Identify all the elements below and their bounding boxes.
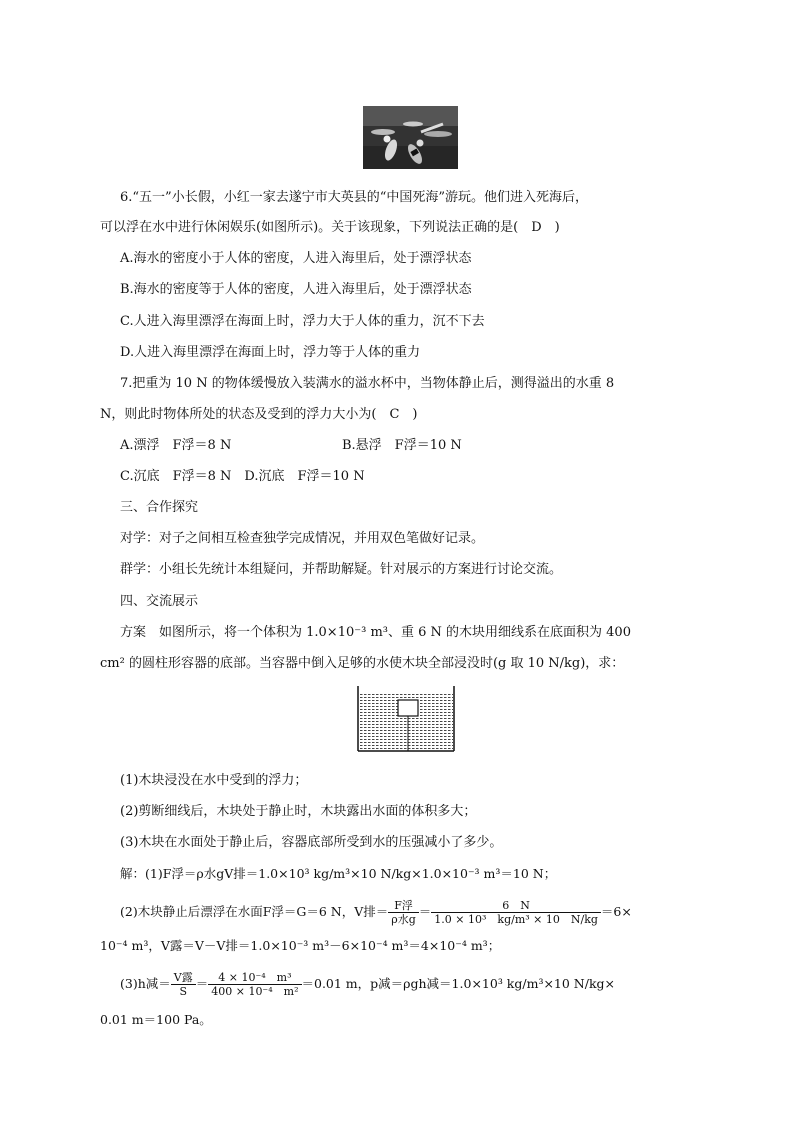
- fraction-numerator: 6 N: [431, 899, 601, 913]
- fraction-numeric: [208, 971, 301, 998]
- solution-3-result: ＝0.01 m，p减＝ρgh减＝1.0×10³ kg/m³×10 N/kg×: [301, 976, 616, 991]
- plan-line1: 方案 如图所示，将一个体积为 1.0×10⁻³ m³、重 6 N 的木块用细线系在底面积为 400: [120, 625, 631, 640]
- section-3-pair-study: 对学：对子之间相互检查独学完成情况，并用双色笔做好记录。: [120, 531, 485, 546]
- solution-3-prefix: (3)h减＝: [120, 976, 171, 991]
- section-4-heading: 四、交流展示: [120, 594, 199, 609]
- fraction-buoyancy-over-density: [388, 899, 419, 926]
- ask-2: (2)剪断细线后，木块处于静止时，木块露出水面的体积多大；: [120, 804, 477, 819]
- section-3-group-study: 群学：小组长先统计本组疑问，并帮助解疑。针对展示的方案进行讨论交流。: [120, 562, 563, 577]
- solution-2-result: ＝6×: [600, 904, 632, 919]
- q7-stem-line1: 7.把重为 10 N 的物体缓慢放入装满水的溢水杯中，当物体静止后，测得溢出的水重 8: [120, 376, 615, 391]
- ask-1: (1)木块浸没在水中受到的浮力；: [120, 773, 308, 788]
- fraction-denominator: 1.0 × 10³ kg/m³ × 10 N/kg: [434, 913, 598, 926]
- q6-option-d: D.人进入海里漂浮在海面上时，浮力等于人体的重力: [120, 345, 421, 360]
- fraction-numerator: 4 × 10⁻⁴ m³: [208, 971, 301, 985]
- solution-2-prefix: (2)木块静止后漂浮在水面F浮＝G＝6 N，V排＝: [120, 904, 389, 919]
- fraction-denominator: S: [179, 985, 188, 998]
- q6-option-c: C.人进入海里漂浮在海面上时，浮力大于人体的重力，沉不下去: [120, 314, 485, 329]
- fraction-denominator: 400 × 10⁻⁴ m²: [211, 985, 299, 998]
- solution-3-line1: [120, 968, 680, 1000]
- q7-stem-line2: N，则此时物体所处的状态及受到的浮力大小为( C ): [100, 407, 418, 422]
- q7-option-a: A.漂浮 F浮＝8 N: [120, 438, 232, 453]
- fraction-numeric: [431, 899, 601, 926]
- floating-people-photo: [363, 106, 458, 169]
- ask-3: (3)木块在水面处于静止后，容器底部所受到水的压强减小了多少。: [120, 835, 503, 850]
- solution-3-line2: 0.01 m＝100 Pa。: [100, 1012, 212, 1027]
- solution-2-line2: 10⁻⁴ m³，V露＝V－V排＝1.0×10⁻³ m³－6×10⁻⁴ m³＝4×10⁻⁴ m³；: [100, 938, 501, 953]
- plan-line2: cm² 的圆柱形容器的底部。当容器中倒入足够的水使木块全部浸没时(g 取 10 N/kg)，求：: [100, 656, 625, 671]
- fraction-numerator: V露: [171, 971, 196, 985]
- solution-2-line1: [120, 896, 680, 928]
- fraction-numerator: F浮: [388, 899, 419, 913]
- q6-option-a: A.海水的密度小于人体的密度，人进入海里后，处于漂浮状态: [120, 251, 472, 266]
- section-3-heading: 三、合作探究: [120, 500, 199, 515]
- equals-sign: ＝: [418, 904, 432, 919]
- solution-1: 解：(1)F浮＝ρ水gV排＝1.0×10³ kg/m³×10 N/kg×1.0×10⁻³ m³＝10 N；: [120, 866, 557, 881]
- q7-options-cd: C.沉底 F浮＝8 N D.沉底 F浮＝10 N: [120, 469, 365, 484]
- equals-sign: ＝: [195, 976, 209, 991]
- q7-option-b: B.悬浮 F浮＝10 N: [342, 438, 462, 453]
- q6-stem-line1: 6.“五一”小长假，小红一家去遂宁市大英县的“中国死海”游玩。他们进入死海后，: [120, 190, 588, 205]
- fraction-volume-over-area: [171, 971, 196, 998]
- q6-stem-line2: 可以浮在水中进行休闲娱乐(如图所示)。关于该现象，下列说法正确的是( D ): [100, 220, 560, 235]
- q6-option-b: B.海水的密度等于人体的密度，人进入海里后，处于漂浮状态: [120, 282, 472, 297]
- container-with-block-diagram: [356, 684, 456, 752]
- fraction-denominator: ρ水g: [391, 913, 416, 926]
